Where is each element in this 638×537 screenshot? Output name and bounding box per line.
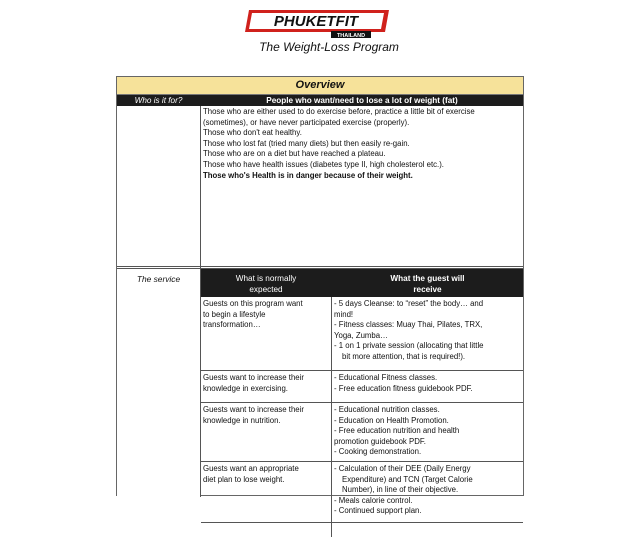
cell-line: - Cooking demonstration. (334, 447, 422, 457)
cell-line: Yoga, Zumba… (334, 330, 388, 340)
cell-line: - Free education nutrition and health (334, 426, 460, 436)
who-description (203, 107, 521, 181)
cell-line: - Meals calorie control. (334, 495, 413, 505)
cell-line: Guests want to increase their (203, 373, 304, 382)
cell-line: transformation… (203, 320, 261, 330)
cell-line: - Calculation of their DEE (Daily Energy (334, 464, 471, 473)
who-line: (sometimes), or have never participated exercise (properly). (203, 117, 410, 127)
divider (117, 266, 523, 267)
who-line: Those who are on a diet but have reached a plateau. (203, 149, 386, 159)
cell-line: - Educational nutrition classes. (334, 405, 440, 414)
cell-line: mind! (334, 309, 354, 319)
receive-cell (334, 299, 520, 363)
overview-table (116, 76, 524, 516)
table-row (201, 371, 523, 403)
service-heading-row (201, 269, 523, 297)
cell-line: - Education on Health Promotion. (334, 415, 449, 425)
receive-heading-line: receive (413, 285, 442, 294)
label-column (117, 95, 201, 497)
cell-line: to begin a lifestyle (203, 309, 266, 319)
who-heading: People who want/need to lose a lot of weight (fat) (266, 96, 458, 105)
cell-line: knowledge in exercising. (203, 383, 288, 393)
table-row (201, 403, 523, 462)
receive-heading (332, 273, 523, 295)
cell-line: Number), in line of their objective. (342, 485, 459, 495)
who-line: Those who have health issues (diabetes type II, high cholesterol etc.). (203, 159, 444, 169)
service-label: The service (136, 274, 181, 284)
cell-line: - 5 days Cleanse: to “reset” the body… and (334, 299, 484, 308)
cell-line: - Continued support plan. (334, 506, 422, 516)
cell-line: bit more attention, that is required!). (342, 351, 466, 361)
overview-title: Overview (117, 77, 523, 95)
cell-line: diet plan to lose weight. (203, 474, 285, 484)
who-bold-line: Those who's Health is in danger because of their weight. (203, 170, 413, 180)
logo-sub: THAILAND (336, 33, 366, 39)
expected-cell (203, 405, 329, 426)
who-line: Those who lost fat (tried many diets) but then easily re-gain. (203, 138, 410, 148)
cell-line: knowledge in nutrition. (203, 415, 281, 425)
table-row (201, 462, 523, 523)
phuketfit-logo (243, 7, 393, 39)
cell-line: - Fitness classes: Muay Thai, Pilates, TRX, (334, 320, 483, 330)
cell-line: Guests want an appropriate (203, 464, 299, 473)
table-row (201, 297, 523, 371)
expected-heading (201, 273, 331, 295)
expected-cell (203, 464, 329, 485)
cell-line: promotion guidebook PDF. (334, 436, 426, 446)
expected-cell (203, 373, 329, 394)
who-heading-row (117, 95, 523, 106)
cell-line: Guests want to increase their (203, 405, 304, 414)
cell-line: - 1 on 1 private session (allocating that little (334, 341, 484, 351)
program-subtitle: The Weight-Loss Program (259, 40, 399, 54)
cell-line: Expenditure) and TCN (Target Calorie (342, 474, 473, 484)
expected-heading-line: What is normally (235, 274, 297, 283)
who-line: Those who are either used to do exercise before, practice a little bit of exercise (203, 107, 475, 116)
who-label: Who is it for? (134, 96, 183, 105)
expected-heading-line: expected (249, 285, 283, 294)
receive-cell (334, 464, 520, 517)
logo-text: PHUKETFIT (273, 13, 359, 30)
receive-cell (334, 373, 520, 394)
cell-line: Guests on this program want (203, 299, 303, 308)
who-line: Those who don't eat healthy. (203, 128, 302, 138)
cell-line: - Educational Fitness classes. (334, 373, 438, 382)
expected-cell (203, 299, 329, 331)
receive-heading-line: What the guest will (390, 274, 465, 283)
cell-line: - Free education fitness guidebook PDF. (334, 383, 473, 393)
receive-cell (334, 405, 520, 458)
